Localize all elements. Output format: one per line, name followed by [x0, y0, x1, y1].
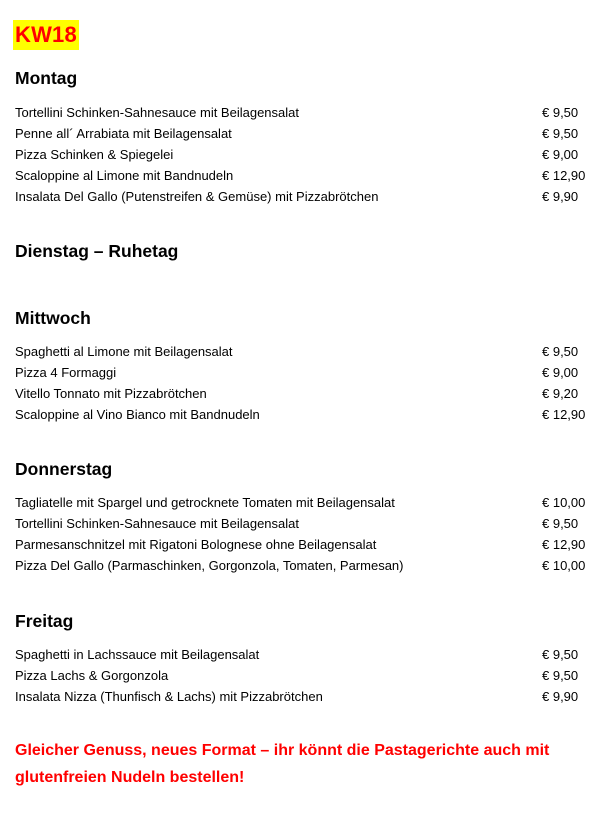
- day-heading-montag: Montag: [15, 68, 78, 88]
- dish-price: € 12,90: [542, 537, 586, 552]
- dish-price: € 12,90: [542, 168, 586, 183]
- menu-item: [15, 186, 592, 207]
- dish-name: Scaloppine al Vino Bianco mit Bandnudeln: [15, 407, 260, 422]
- dish-price: € 9,50: [542, 647, 579, 662]
- dish-price: € 9,50: [542, 668, 579, 683]
- menu-item: [15, 383, 592, 404]
- menu-item: [15, 165, 592, 186]
- dish-name: Parmesanschnitzel mit Rigatoni Bolognese ohne Beilagensalat: [15, 537, 377, 552]
- menu-item: [15, 102, 592, 123]
- dish-name: Pizza 4 Formaggi: [15, 365, 117, 380]
- dish-name: Vitello Tonnato mit Pizzabrötchen: [15, 386, 207, 401]
- dish-name: Scaloppine al Limone mit Bandnudeln: [15, 168, 234, 183]
- menu-list-freitag: [15, 644, 592, 707]
- menu-item: [15, 665, 592, 686]
- dish-price: € 9,00: [542, 365, 579, 380]
- dish-name: Pizza Lachs & Gorgonzola: [15, 668, 169, 683]
- menu-item: [15, 144, 592, 165]
- menu-list-donnerstag: [15, 492, 592, 576]
- day-heading-donnerstag: Donnerstag: [15, 459, 113, 479]
- dish-price: € 10,00: [542, 495, 586, 510]
- dish-price: € 9,90: [542, 689, 579, 704]
- dish-price: € 9,00: [542, 147, 579, 162]
- day-heading-dienstag: Dienstag – Ruhetag: [15, 241, 179, 261]
- dish-price: € 9,50: [542, 105, 579, 120]
- dish-price: € 9,50: [542, 516, 579, 531]
- dish-name: Tortellini Schinken-Sahnesauce mit Beilagensalat: [15, 516, 299, 531]
- dish-name: Spaghetti al Limone mit Beilagensalat: [15, 344, 233, 359]
- dish-price: € 10,00: [542, 558, 586, 573]
- menu-item: [15, 686, 592, 707]
- dish-price: € 9,20: [542, 386, 579, 401]
- dish-name: Pizza Del Gallo (Parmaschinken, Gorgonzola, Tomaten, Parmesan): [15, 558, 404, 573]
- dish-name: Tortellini Schinken-Sahnesauce mit Beilagensalat: [15, 105, 299, 120]
- dish-price: € 9,50: [542, 126, 579, 141]
- menu-item: [15, 341, 592, 362]
- menu-item: [15, 123, 592, 144]
- menu-list-mittwoch: [15, 341, 592, 425]
- menu-item: [15, 555, 592, 576]
- dish-price: € 9,90: [542, 189, 579, 204]
- menu-list-montag: [15, 102, 592, 207]
- menu-item: [15, 492, 592, 513]
- dish-price: € 12,90: [542, 407, 586, 422]
- dish-name: Penne all´ Arrabiata mit Beilagensalat: [15, 126, 232, 141]
- dish-name: Insalata Del Gallo (Putenstreifen & Gemüse) mit Pizzabrötchen: [15, 189, 379, 204]
- menu-item: [15, 404, 592, 425]
- menu-item: [15, 362, 592, 383]
- dish-name: Tagliatelle mit Spargel und getrocknete Tomaten mit Beilagensalat: [15, 495, 395, 510]
- week-badge: KW18: [13, 20, 79, 50]
- menu-item: [15, 644, 592, 665]
- day-heading-mittwoch: Mittwoch: [15, 308, 91, 328]
- menu-item: [15, 513, 592, 534]
- dish-name: Pizza Schinken & Spiegelei: [15, 147, 174, 162]
- dish-name: Insalata Nizza (Thunfisch & Lachs) mit Pizzabrötchen: [15, 689, 323, 704]
- day-heading-freitag: Freitag: [15, 611, 74, 631]
- closing-note: Gleicher Genuss, neues Format – ihr könnt die Pastagerichte auch mit glutenfreien Nudeln bestellen!: [15, 742, 550, 786]
- menu-item: [15, 534, 592, 555]
- dish-price: € 9,50: [542, 344, 579, 359]
- dish-name: Spaghetti in Lachssauce mit Beilagensalat: [15, 647, 260, 662]
